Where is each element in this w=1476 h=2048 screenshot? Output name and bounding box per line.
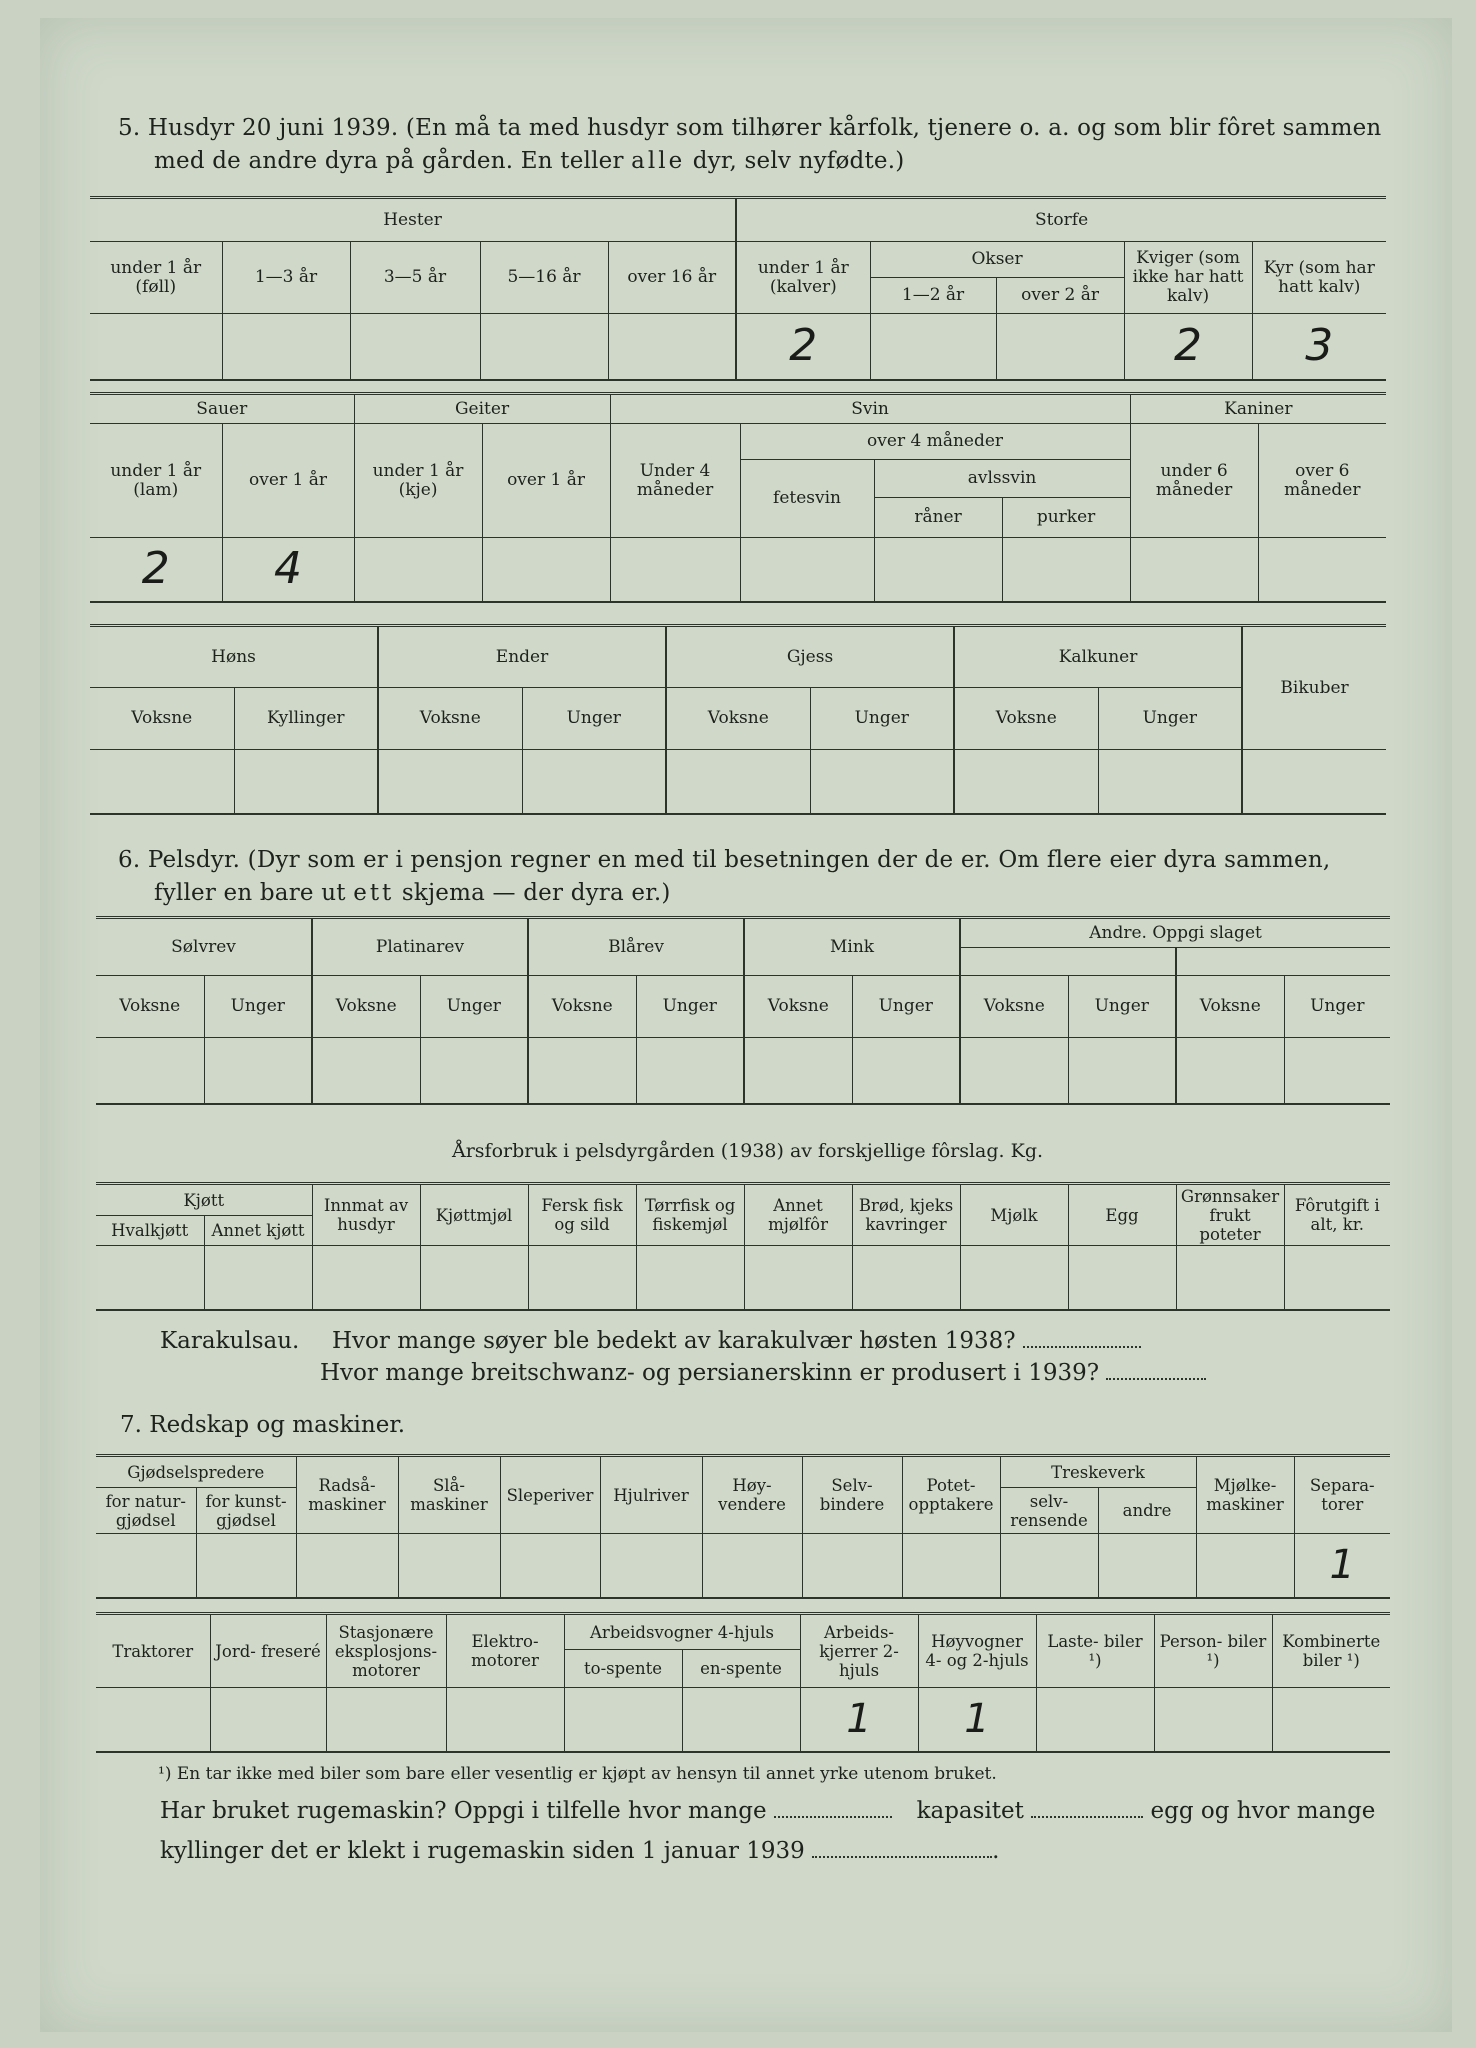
rugemaskin-line-1 xyxy=(160,1798,1375,1824)
field-kje[interactable] xyxy=(354,538,482,602)
field-purker[interactable] xyxy=(1002,538,1130,602)
field-platinarev-unger[interactable] xyxy=(420,1038,528,1104)
kalkuner-header: Kalkuner xyxy=(954,626,1242,688)
handwritten-kyr: 3 xyxy=(1305,320,1334,372)
svin-col-under-4: Under 4 måneder xyxy=(610,424,740,538)
field-brod[interactable] xyxy=(852,1246,960,1310)
sauer-header: Sauer xyxy=(90,394,354,424)
sauer-col-lam: under 1 år (lam) xyxy=(90,424,222,538)
field-lastebiler[interactable] xyxy=(1036,1688,1154,1752)
redskap-col-traktorer: Traktorer xyxy=(96,1614,210,1688)
field-hester-5-16[interactable] xyxy=(480,314,608,380)
karakulsau-q1-text: Hvor mange søyer ble bedekt av karakulvær høsten 1938? xyxy=(331,1328,1016,1354)
field-gjess-voksne[interactable] xyxy=(666,750,810,814)
field-kaniner-under-6[interactable] xyxy=(1130,538,1258,602)
rugemaskin-antall-field[interactable] xyxy=(774,1810,892,1818)
field-hoyvogner[interactable] xyxy=(918,1688,1036,1752)
field-hester-3-5[interactable] xyxy=(350,314,480,380)
gjess-col-unger: Unger xyxy=(810,688,954,750)
field-solvrev-voksne[interactable] xyxy=(96,1038,204,1104)
field-innmat[interactable] xyxy=(312,1246,420,1310)
field-platinarev-voksne[interactable] xyxy=(312,1038,420,1104)
field-gjodsel-natur[interactable] xyxy=(96,1534,196,1598)
field-tresk-selvrensende[interactable] xyxy=(1000,1534,1098,1598)
gjess-col-voksne: Voksne xyxy=(666,688,810,750)
field-arbeidskjerrer[interactable] xyxy=(800,1688,918,1752)
field-mjolkemaskiner[interactable] xyxy=(1196,1534,1294,1598)
mink-col-unger: Unger xyxy=(852,976,960,1038)
redskap-col-hoyvendere: Høy- vendere xyxy=(702,1456,802,1534)
blarev-header: Blårev xyxy=(528,918,744,976)
storfe-col-kyr: Kyr (som har hatt kalv) xyxy=(1252,242,1386,314)
storfe-header: Storfe xyxy=(736,198,1386,242)
storfe-col-kalver: under 1 år (kalver) xyxy=(736,242,870,314)
arbeidsvogner-col-enspente: en-spente xyxy=(682,1650,800,1688)
hons-col-voksne: Voksne xyxy=(90,688,234,750)
footnote: ¹) En tar ikke med biler som bare eller vesentlig er kjøpt av hensyn til annet yrke utenom bruket. xyxy=(158,1764,997,1784)
rugemaskin-egg-label: egg og hvor mange xyxy=(1150,1798,1376,1824)
hons-col-kyllinger: Kyllinger xyxy=(234,688,378,750)
field-andre2-voksne[interactable] xyxy=(1176,1038,1284,1104)
forbruk-col-mjolk: Mjølk xyxy=(960,1184,1068,1246)
mink-header: Mink xyxy=(744,918,960,976)
field-okser-over-2[interactable] xyxy=(996,314,1124,380)
ender-col-unger: Unger xyxy=(522,688,666,750)
field-mink-unger[interactable] xyxy=(852,1038,960,1104)
svin-col-fetesvin: fetesvin xyxy=(740,460,874,538)
hester-storfe-table xyxy=(90,196,1386,381)
forbruk-title: Årsforbruk i pelsdyrgården (1938) av forskjellige fôrslag. Kg. xyxy=(452,1140,1044,1162)
field-andre1-voksne[interactable] xyxy=(960,1038,1068,1104)
kaniner-col-over-6: over 6 måneder xyxy=(1258,424,1386,538)
handwritten-hoyvogner: 1 xyxy=(964,1696,990,1743)
svin-header: Svin xyxy=(610,394,1130,424)
field-blarev-voksne[interactable] xyxy=(528,1038,636,1104)
field-hvalkjott[interactable] xyxy=(96,1246,204,1310)
hons-header: Høns xyxy=(90,626,378,688)
hester-col-3-5: 3—5 år xyxy=(350,242,480,314)
hester-col-foll: under 1 år (føll) xyxy=(90,242,222,314)
field-gjodsel-kunst[interactable] xyxy=(196,1534,296,1598)
karakulsau-q1-field[interactable] xyxy=(1023,1340,1141,1348)
field-hester-1-3[interactable] xyxy=(222,314,350,380)
field-gjess-unger[interactable] xyxy=(810,750,954,814)
redskap-table-1 xyxy=(96,1454,1390,1599)
field-av-enspente[interactable] xyxy=(682,1688,800,1752)
blarev-col-voksne: Voksne xyxy=(528,976,636,1038)
storfe-col-kviger: Kviger (som ikke har hatt kalv) xyxy=(1124,242,1252,314)
field-mink-voksne[interactable] xyxy=(744,1038,852,1104)
fjorfe-table xyxy=(90,624,1386,815)
field-ender-unger[interactable] xyxy=(522,750,666,814)
forbruk-table xyxy=(96,1182,1390,1311)
field-sau-over-1[interactable] xyxy=(222,538,354,602)
redskap-col-jordfresere: Jord- freseré xyxy=(210,1614,326,1688)
field-bikuber[interactable] xyxy=(1242,750,1386,814)
kalkuner-col-unger: Unger xyxy=(1098,688,1242,750)
field-fetesvin[interactable] xyxy=(740,538,874,602)
platinarev-col-unger: Unger xyxy=(420,976,528,1038)
redskap-col-potetopptakere: Potet- opptakere xyxy=(902,1456,1000,1534)
field-forutgift[interactable] xyxy=(1284,1246,1390,1310)
field-kyllinger[interactable] xyxy=(234,750,378,814)
forbruk-col-egg: Egg xyxy=(1068,1184,1176,1246)
forbruk-col-hvalkjott: Hvalkjøtt xyxy=(96,1216,204,1246)
arbeidsvogner-header: Arbeidsvogner 4-hjuls xyxy=(564,1614,800,1650)
handwritten-arbeidskjerrer: 1 xyxy=(846,1696,872,1743)
rugemaskin-q2: kyllinger det er klekt i rugemaskin siden 1 januar 1939 xyxy=(160,1838,805,1864)
field-annet-kjott[interactable] xyxy=(204,1246,312,1310)
gjodsel-col-kunst: for kunst- gjødsel xyxy=(196,1488,296,1534)
field-fersk-fisk[interactable] xyxy=(528,1246,636,1310)
section-5-heading: 5. Husdyr 20 juni 1939. (En må ta med husdyr som tilhører kårfolk, tjenere o. a. og som blir fôret sammen med de andre dyra på gården. En teller alle dyr, selv nyfødte.) xyxy=(118,115,1382,174)
geiter-header: Geiter xyxy=(354,394,610,424)
forbruk-col-annet-mjolfor: Annet mjølfôr xyxy=(744,1184,852,1246)
solvrev-col-voksne: Voksne xyxy=(96,976,204,1038)
forbruk-col-annet-kjott: Annet kjøtt xyxy=(204,1216,312,1246)
field-gronnsaker[interactable] xyxy=(1176,1246,1284,1310)
field-lam[interactable] xyxy=(90,538,222,602)
field-geit-over-1[interactable] xyxy=(482,538,610,602)
okser-col-over-2: over 2 år xyxy=(996,278,1124,314)
field-svin-under-4[interactable] xyxy=(610,538,740,602)
avlssvin-header: avlssvin xyxy=(874,460,1130,498)
gjess-header: Gjess xyxy=(666,626,954,688)
field-potetopptakere[interactable] xyxy=(902,1534,1000,1598)
hester-header: Hester xyxy=(90,198,736,242)
karakulsau-q1 xyxy=(160,1328,1141,1354)
field-tresk-andre[interactable] xyxy=(1098,1534,1196,1598)
treskeverk-col-selvrensende: selv- rensende xyxy=(1000,1488,1098,1534)
field-hjulriver[interactable] xyxy=(600,1534,702,1598)
blarev-col-unger: Unger xyxy=(636,976,744,1038)
field-hester-over-16[interactable] xyxy=(608,314,736,380)
pelsdyr-table xyxy=(96,916,1390,1105)
forbruk-col-gronnsaker: Grønnsaker frukt poteter xyxy=(1176,1184,1284,1246)
forbruk-col-fersk-fisk: Fersk fisk og sild xyxy=(528,1184,636,1246)
field-personbiler[interactable] xyxy=(1154,1688,1272,1752)
field-kalkuner-voksne[interactable] xyxy=(954,750,1098,814)
handwritten-separatorer: 1 xyxy=(1329,1542,1355,1589)
sauer-geiter-svin-table xyxy=(90,392,1386,603)
redskap-col-elektromotorer: Elektro- motorer xyxy=(446,1614,564,1688)
hester-col-over-16: over 16 år xyxy=(608,242,736,314)
bikuber-header: Bikuber xyxy=(1242,626,1386,750)
forbruk-col-brod: Brød, kjeks kavringer xyxy=(852,1184,960,1246)
handwritten-kalver: 2 xyxy=(789,320,818,372)
gjodsel-col-natur: for natur- gjødsel xyxy=(96,1488,196,1534)
field-andre1-unger[interactable] xyxy=(1068,1038,1176,1104)
handwritten-kviger: 2 xyxy=(1174,320,1203,372)
field-solvrev-unger[interactable] xyxy=(204,1038,312,1104)
treskeverk-col-andre: andre xyxy=(1098,1488,1196,1534)
redskap-col-separatorer: Separa- torer xyxy=(1294,1456,1390,1534)
andre-slag-2[interactable] xyxy=(1176,948,1390,976)
rugemaskin-line-2: kyllinger det er klekt i rugemaskin siden 1 januar 1939 . xyxy=(160,1838,1000,1864)
field-elektromotorer[interactable] xyxy=(446,1688,564,1752)
karakulsau-q2 xyxy=(320,1360,1206,1386)
handwritten-lam: 2 xyxy=(141,543,170,595)
field-sla[interactable] xyxy=(398,1534,500,1598)
andre-header: Andre. Oppgi slaget xyxy=(960,918,1390,948)
andre2-col-voksne: Voksne xyxy=(1176,976,1284,1038)
section-7-heading: 7. Redskap og maskiner. xyxy=(120,1412,406,1438)
andre2-col-unger: Unger xyxy=(1284,976,1390,1038)
ender-header: Ender xyxy=(378,626,666,688)
field-sleperiver[interactable] xyxy=(500,1534,600,1598)
ender-col-voksne: Voksne xyxy=(378,688,522,750)
svin-col-raner: råner xyxy=(874,498,1002,538)
redskap-col-stasjonaere: Stasjonære eksplosjons- motorer xyxy=(326,1614,446,1688)
forbruk-col-forutgift: Fôrutgift i alt, kr. xyxy=(1284,1184,1390,1246)
handwritten-sau-over-1: 4 xyxy=(274,543,302,595)
field-okser-1-2[interactable] xyxy=(870,314,996,380)
mink-col-voksne: Voksne xyxy=(744,976,852,1038)
field-hons-voksne[interactable] xyxy=(90,750,234,814)
redskap-col-kombinerte: Kombinerte biler ¹) xyxy=(1272,1614,1390,1688)
field-kjottmjol[interactable] xyxy=(420,1246,528,1310)
field-mjolk[interactable] xyxy=(960,1246,1068,1310)
section-6-heading: 6. Pelsdyr. (Dyr som er i pensjon regner en med til besetningen der de er. Om flere eier dyra sammen, fyller en bare ut ett skjema — der dyra er.) xyxy=(118,847,1331,906)
platinarev-header: Platinarev xyxy=(312,918,528,976)
redskap-col-hoyvogner: Høyvogner 4- og 2-hjuls xyxy=(918,1614,1036,1688)
rugemaskin-kapasitet-label: kapasitet xyxy=(916,1798,1024,1824)
field-blarev-unger[interactable] xyxy=(636,1038,744,1104)
rugemaskin-kapasitet-field[interactable] xyxy=(1031,1810,1143,1818)
svin-col-purker: purker xyxy=(1002,498,1130,538)
forbruk-col-kjottmjol: Kjøttmjøl xyxy=(420,1184,528,1246)
karakulsau-q2-field[interactable] xyxy=(1106,1372,1206,1380)
hester-col-1-3: 1—3 år xyxy=(222,242,350,314)
svin-over-4-header: over 4 måneder xyxy=(740,424,1130,460)
field-radsa[interactable] xyxy=(296,1534,398,1598)
andre1-col-unger: Unger xyxy=(1068,976,1176,1038)
redskap-col-personbiler: Person- biler ¹) xyxy=(1154,1614,1272,1688)
redskap-col-sla: Slå- maskiner xyxy=(398,1456,500,1534)
redskap-col-arbeidskjerrer: Arbeids- kjerrer 2-hjuls xyxy=(800,1614,918,1688)
field-stasjonaere[interactable] xyxy=(326,1688,446,1752)
kjott-header: Kjøtt xyxy=(96,1184,312,1216)
solvrev-col-unger: Unger xyxy=(204,976,312,1038)
field-kombinerte[interactable] xyxy=(1272,1688,1390,1752)
field-egg[interactable] xyxy=(1068,1246,1176,1310)
field-hoyvendere[interactable] xyxy=(702,1534,802,1598)
karakulsau-label: Karakulsau. xyxy=(160,1328,300,1354)
kaniner-header: Kaniner xyxy=(1130,394,1386,424)
redskap-col-selvbindere: Selv- bindere xyxy=(802,1456,902,1534)
treskeverk-header: Treskeverk xyxy=(1000,1456,1196,1488)
forbruk-col-torrfisk: Tørrfisk og fiskemjøl xyxy=(636,1184,744,1246)
kalkuner-col-voksne: Voksne xyxy=(954,688,1098,750)
field-andre2-unger[interactable] xyxy=(1284,1038,1390,1104)
field-torrfisk[interactable] xyxy=(636,1246,744,1310)
platinarev-col-voksne: Voksne xyxy=(312,976,420,1038)
field-av-tospente[interactable] xyxy=(564,1688,682,1752)
field-kalkuner-unger[interactable] xyxy=(1098,750,1242,814)
solvrev-header: Sølvrev xyxy=(96,918,312,976)
redskap-col-radsa: Radså- maskiner xyxy=(296,1456,398,1534)
andre-slag-1[interactable] xyxy=(960,948,1176,976)
field-raner[interactable] xyxy=(874,538,1002,602)
redskap-col-sleperiver: Sleperiver xyxy=(500,1456,600,1534)
andre1-col-voksne: Voksne xyxy=(960,976,1068,1038)
field-foll[interactable] xyxy=(90,314,222,380)
geiter-col-over-1: over 1 år xyxy=(482,424,610,538)
gjodselspredere-header: Gjødselspredere xyxy=(96,1456,296,1488)
field-ender-voksne[interactable] xyxy=(378,750,522,814)
field-selvbindere[interactable] xyxy=(802,1534,902,1598)
okser-header: Okser xyxy=(870,242,1124,278)
geiter-col-kje: under 1 år (kje) xyxy=(354,424,482,538)
redskap-col-mjolkemaskiner: Mjølke- maskiner xyxy=(1196,1456,1294,1534)
hester-col-5-16: 5—16 år xyxy=(480,242,608,314)
forbruk-col-innmat: Innmat av husdyr xyxy=(312,1184,420,1246)
field-kalver[interactable] xyxy=(736,314,870,380)
karakulsau-q2-text: Hvor mange breitschwanz- og persianerskinn er produsert i 1939? xyxy=(320,1360,1100,1386)
redskap-table-2 xyxy=(96,1612,1390,1753)
sauer-col-over-1: over 1 år xyxy=(222,424,354,538)
field-kyr[interactable] xyxy=(1252,314,1386,380)
okser-col-1-2: 1—2 år xyxy=(870,278,996,314)
field-kaniner-over-6[interactable] xyxy=(1258,538,1386,602)
rugemaskin-kyllinger-field[interactable] xyxy=(812,1850,992,1858)
arbeidsvogner-col-tospente: to-spente xyxy=(564,1650,682,1688)
redskap-col-hjulriver: Hjulriver xyxy=(600,1456,702,1534)
redskap-col-lastebiler: Laste- biler ¹) xyxy=(1036,1614,1154,1688)
field-jordfresere[interactable] xyxy=(210,1688,326,1752)
field-kviger[interactable] xyxy=(1124,314,1252,380)
kaniner-col-under-6: under 6 måneder xyxy=(1130,424,1258,538)
rugemaskin-q1: Har bruket rugemaskin? Oppgi i tilfelle hvor mange xyxy=(160,1798,767,1824)
field-annet-mjolfor[interactable] xyxy=(744,1246,852,1310)
field-traktorer[interactable] xyxy=(96,1688,210,1752)
field-separatorer[interactable] xyxy=(1294,1534,1390,1598)
